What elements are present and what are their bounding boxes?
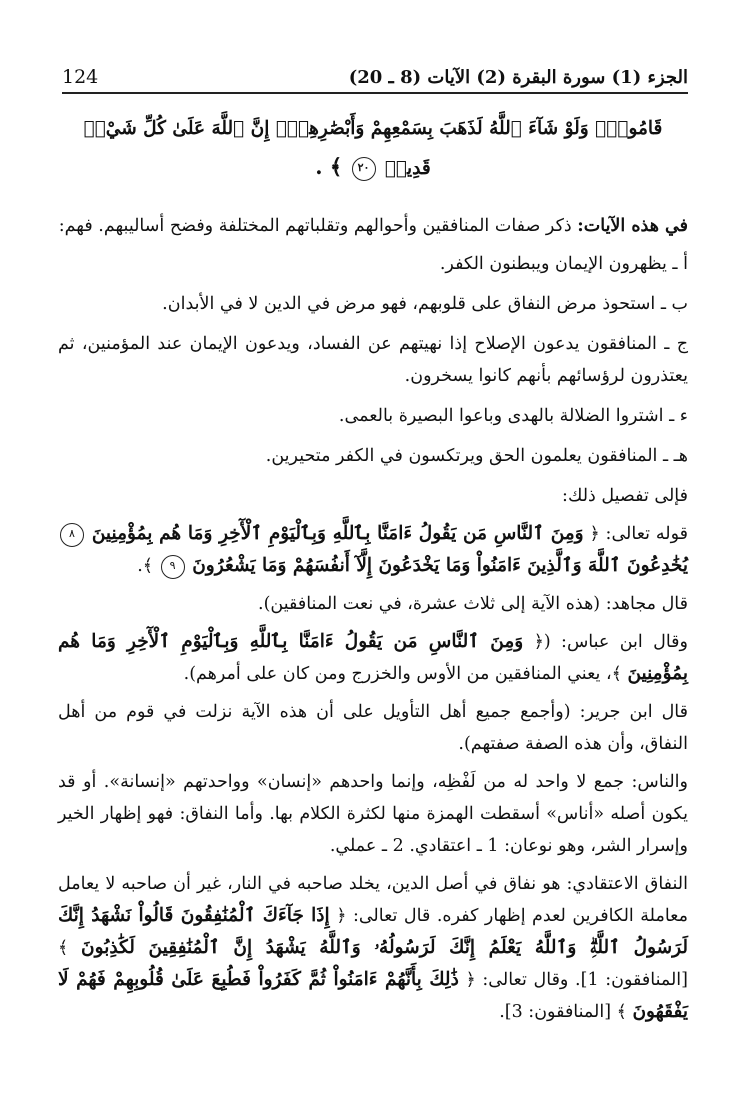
itiqadi-lead: النفاق الاعتقادي: هو نفاق في أصل الدين، يخلد صاحبه في النار، غير أن صاحبه لا يعامل معاملة الكافرين لعدم إظهار كفره. قال تعالى: ﴿ <box>58 874 688 926</box>
detail-intro: فإلى تفصيل ذلك: <box>562 486 688 506</box>
quran-verse: وَمِنَ ٱلنَّاسِ مَن يَقُولُ ءَامَنَّا بِٱللَّهِ وَبِٱلْيَوْمِ ٱلْأٓخِرِ وَمَا هُم بِمُؤْمِنِينَ <box>91 523 584 544</box>
nas-paragraph: والناس: جمع لا واحد له من لَفْظِه، وإنما واحدهم «إنسان» وواحدتهم «إنسانة». أو قد يكون أصله «أناس» أسقطت الهمزة منها لكثرة الكلام بها. وأما النفاق: فهو إظهار الخير وإسرار الشر، وهو نوعان: 1 ـ اعتقادي. 2 ـ عملي. <box>58 772 688 856</box>
intro-text: ذكر صفات المنافقين وأحوالهم وتقلباتهم المختلفة وفضح أساليبهم. فهم: <box>58 216 572 236</box>
page-header <box>62 60 688 94</box>
itiqadi-paragraph <box>58 868 688 1028</box>
intro-lead: في هذه الآيات: <box>577 216 688 236</box>
quran-verse: إِذَا جَآءَكَ ٱلْمُنَٰفِقُونَ قَالُواْ نَشْهَدُ إِنَّكَ لَرَسُولُ ٱللَّهِۗ وَٱللَّهُ يَعْلَمُ إِنَّكَ لَرَسُولُهُۥ وَٱللَّهُ يَشْهَدُ إِنَّ ٱلْمُنَٰفِقِينَ لَكَٰذِبُونَ <box>58 905 688 958</box>
page-number: 124 <box>62 66 99 88</box>
ibn-abbas-lead: وقال ابن عباس: (﴿ <box>533 632 689 652</box>
qawluhu-paragraph <box>58 518 688 582</box>
ibn-jarir-quote: قال ابن جرير: (وأجمع جميع أهل التأويل على أن هذه الآية نزلت في قوم من أهل النفاق، وأن هذه الصفة صفتهم). <box>58 702 688 754</box>
qawluhu-lead: قوله تعالى: ﴿ <box>589 524 688 544</box>
quran-verse: ذَٰلِكَ بِأَنَّهُمْ ءَامَنُواْ ثُمَّ كَفَرُواْ فَطُبِعَ عَلَىٰ قُلُوبِهِمْ فَهُمْ لَا يَفْقَهُونَ <box>58 969 688 1022</box>
ibn-abbas-quote <box>58 626 688 690</box>
ayah-number-marker: ٢٠ <box>352 157 376 181</box>
list-item: ء ـ اشتروا الضلالة بالهدى وباعوا البصيرة بالعمى. <box>338 406 688 426</box>
mujahid-quote: قال مجاهد: (هذه الآية إلى ثلاث عشرة، في نعت المنافقين). <box>258 594 688 614</box>
quran-verse: وَمِنَ ٱلنَّاسِ مَن يَقُولُ ءَامَنَّا بِٱللَّهِ وَبِٱلْيَوْمِ ٱلْأٓخِرِ وَمَا هُم بِمُؤْمِنِينَ <box>58 631 688 684</box>
quran-verse: يُخَٰدِعُونَ ٱللَّهَ وَٱلَّذِينَ ءَامَنُواْ وَمَا يَخْدَعُونَ إِلَّآ أَنفُسَهُمْ وَمَا يَشْعُرُونَ <box>192 555 688 576</box>
list-item: أ ـ يظهرون الإيمان ويبطنون الكفر. <box>439 254 688 274</box>
running-title: الجزء (1) سورة البقرة (2) الآيات (8 ـ 20) <box>348 67 688 88</box>
ibn-abbas-tail: ﴾، يعني المنافقين من الأوس والخزرج ومن كان على أمرهم). <box>183 664 622 684</box>
itiqadi-mid: ﴾ [المنافقون: 1]. وقال تعالى: ﴿ <box>58 938 688 990</box>
ayah-number-marker: ٨ <box>60 523 84 547</box>
itiqadi-tail: ﴾ [المنافقون: 3]. <box>499 1002 627 1022</box>
page-body <box>58 108 688 1034</box>
top-verse-close: ﴾ . <box>315 154 343 179</box>
ayah-number-marker: ٩ <box>161 555 185 579</box>
top-verse <box>58 108 688 188</box>
list-item: ج ـ المنافقون يدعون الإصلاح إذا نهيتهم عن الفساد، ويدعون الإيمان عند المؤمنين، ثم يعتذرون لرؤسائهم بأنهم كانوا يسخرون. <box>58 334 688 386</box>
list-item: هـ ـ المنافقون يعلمون الحق ويرتكسون في الكفر متحيرين. <box>265 446 688 466</box>
qawluhu-close: ﴾. <box>137 556 154 576</box>
top-verse-text: قَامُواْۚ وَلَوْ شَآءَ ٱللَّهُ لَذَهَبَ بِسَمْعِهِمْ وَأَبْصَٰرِهِمْۚ إِنَّ ٱللَّهَ عَلَىٰ كُلِّ شَيْءٖ قَدِيرٞ <box>83 118 663 179</box>
list-item: ب ـ استحوذ مرض النفاق على قلوبهم، فهو مرض في الدين لا في الأبدان. <box>162 294 688 314</box>
intro-paragraph <box>58 210 688 242</box>
